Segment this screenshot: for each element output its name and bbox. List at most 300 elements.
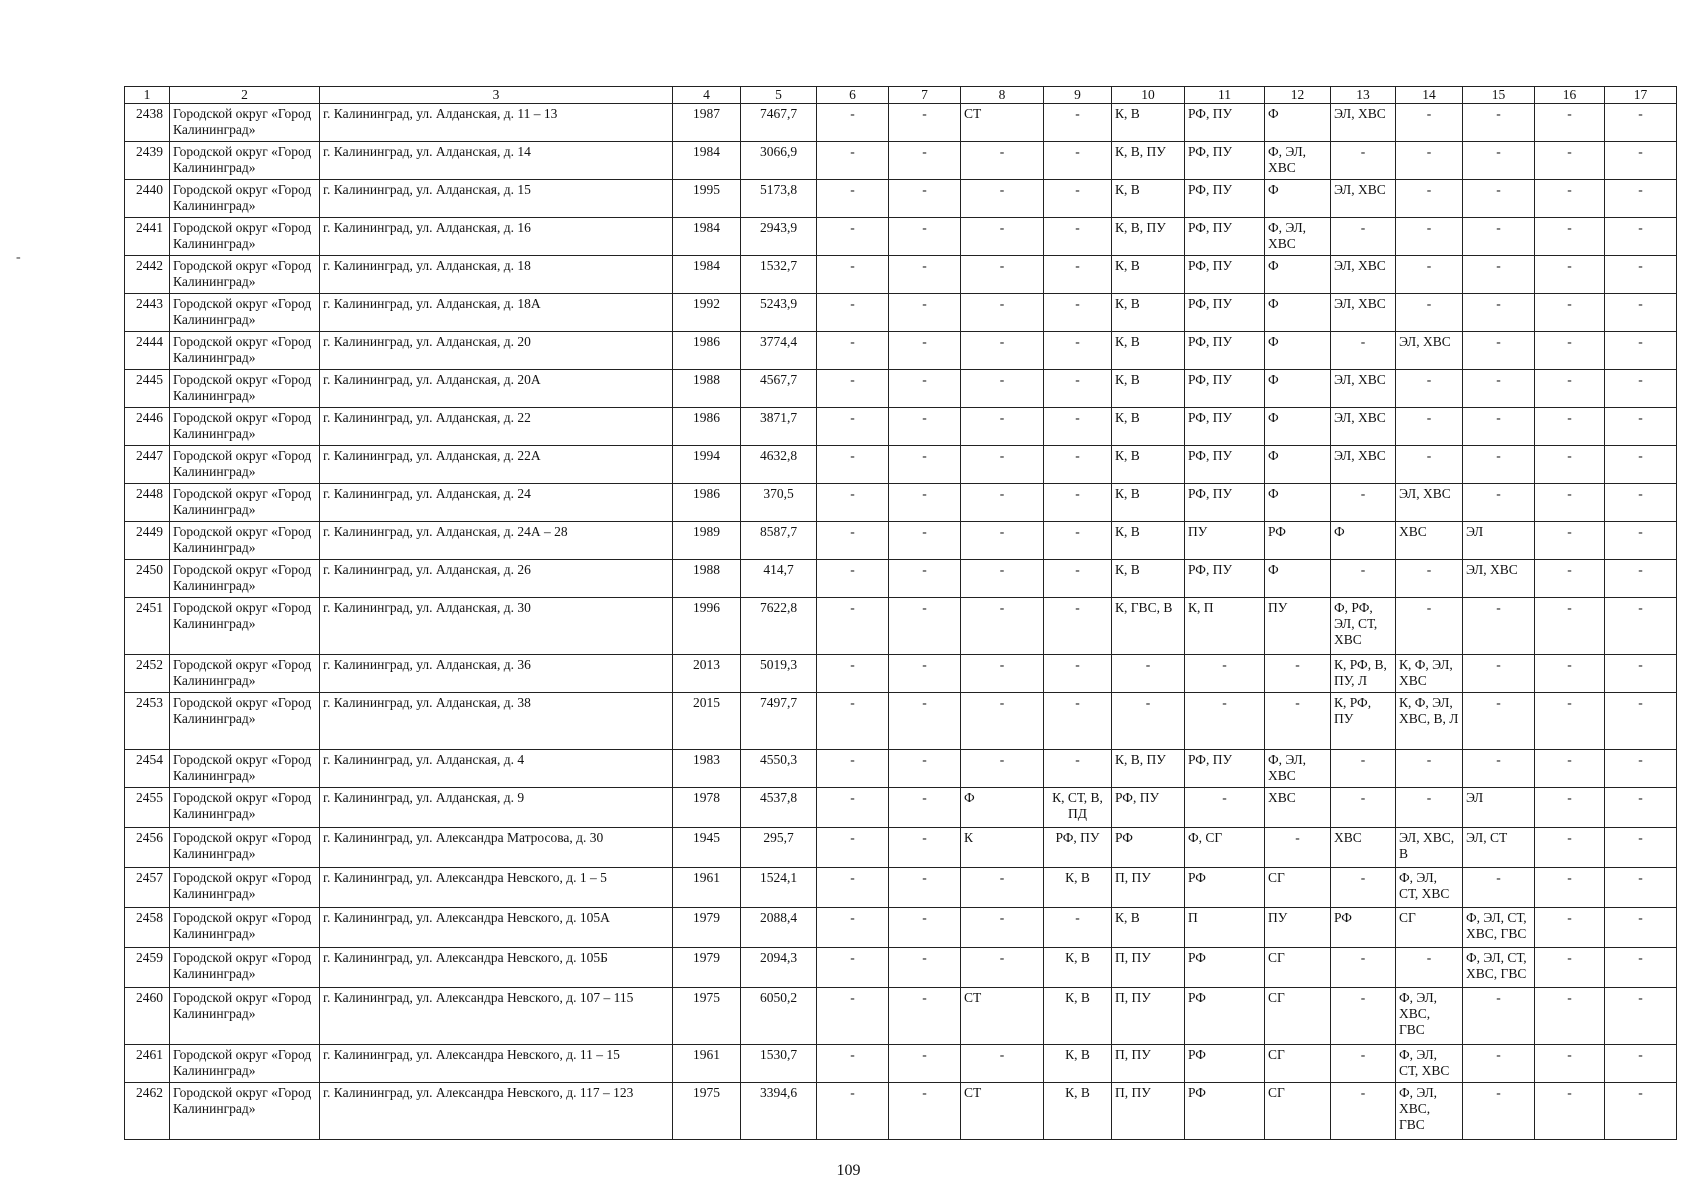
- cell-col-10: К, В: [1112, 370, 1185, 408]
- cell-col-14: Ф, ЭЛ, ХВС, ГВС: [1396, 1083, 1463, 1140]
- cell-col-8: -: [961, 868, 1044, 908]
- cell-col-7: -: [889, 104, 961, 142]
- cell-col-6: -: [817, 370, 889, 408]
- cell-col-13: -: [1331, 560, 1396, 598]
- cell-col-6: -: [817, 256, 889, 294]
- cell-col-5: 5019,3: [741, 655, 817, 693]
- cell-col-5: 1524,1: [741, 868, 817, 908]
- cell-col-10: -: [1112, 693, 1185, 750]
- cell-col-1: 2455: [125, 788, 170, 828]
- cell-col-11: РФ: [1185, 868, 1265, 908]
- cell-col-6: -: [817, 908, 889, 948]
- cell-col-5: 1532,7: [741, 256, 817, 294]
- table-row: [125, 788, 1677, 828]
- cell-col-8: -: [961, 948, 1044, 988]
- cell-col-17: -: [1605, 332, 1677, 370]
- cell-col-5: 3066,9: [741, 142, 817, 180]
- cell-col-3: г. Калининград, ул. Алданская, д. 11 – 13: [320, 104, 673, 142]
- cell-col-7: -: [889, 655, 961, 693]
- cell-col-5: 8587,7: [741, 522, 817, 560]
- cell-col-6: -: [817, 948, 889, 988]
- cell-col-2: Городской округ «Город Калининград»: [170, 1083, 320, 1140]
- cell-col-5: 4550,3: [741, 750, 817, 788]
- cell-col-9: К, В: [1044, 948, 1112, 988]
- cell-col-16: -: [1535, 370, 1605, 408]
- cell-col-15: Ф, ЭЛ, СТ, ХВС, ГВС: [1463, 908, 1535, 948]
- cell-col-15: -: [1463, 104, 1535, 142]
- cell-col-4: 1979: [673, 908, 741, 948]
- cell-col-7: -: [889, 446, 961, 484]
- cell-col-12: -: [1265, 655, 1331, 693]
- cell-col-17: -: [1605, 1083, 1677, 1140]
- cell-col-13: -: [1331, 1083, 1396, 1140]
- cell-col-11: РФ: [1185, 1083, 1265, 1140]
- cell-col-16: -: [1535, 598, 1605, 655]
- cell-col-1: 2448: [125, 484, 170, 522]
- cell-col-4: 1995: [673, 180, 741, 218]
- cell-col-10: К, В: [1112, 256, 1185, 294]
- cell-col-15: Ф, ЭЛ, СТ, ХВС, ГВС: [1463, 948, 1535, 988]
- cell-col-2: Городской округ «Город Калининград»: [170, 484, 320, 522]
- cell-col-7: -: [889, 560, 961, 598]
- cell-col-13: ЭЛ, ХВС: [1331, 408, 1396, 446]
- cell-col-9: К, В: [1044, 988, 1112, 1045]
- cell-col-3: г. Калининград, ул. Александра Невского, д. 1 – 5: [320, 868, 673, 908]
- cell-col-16: -: [1535, 560, 1605, 598]
- cell-col-3: г. Калининград, ул. Алданская, д. 36: [320, 655, 673, 693]
- cell-col-8: -: [961, 693, 1044, 750]
- cell-col-6: -: [817, 180, 889, 218]
- cell-col-13: ЭЛ, ХВС: [1331, 180, 1396, 218]
- cell-col-8: -: [961, 446, 1044, 484]
- column-header-12: 12: [1265, 87, 1331, 104]
- table-row: [125, 180, 1677, 218]
- cell-col-2: Городской округ «Город Калининград»: [170, 788, 320, 828]
- cell-col-4: 1986: [673, 484, 741, 522]
- cell-col-17: -: [1605, 908, 1677, 948]
- cell-col-2: Городской округ «Город Калининград»: [170, 750, 320, 788]
- cell-col-5: 5243,9: [741, 294, 817, 332]
- cell-col-13: -: [1331, 750, 1396, 788]
- cell-col-3: г. Калининград, ул. Алданская, д. 4: [320, 750, 673, 788]
- table-row: [125, 655, 1677, 693]
- cell-col-2: Городской округ «Город Калининград»: [170, 868, 320, 908]
- cell-col-13: ЭЛ, ХВС: [1331, 256, 1396, 294]
- cell-col-1: 2447: [125, 446, 170, 484]
- cell-col-5: 4537,8: [741, 788, 817, 828]
- cell-col-12: СГ: [1265, 1045, 1331, 1083]
- cell-col-1: 2452: [125, 655, 170, 693]
- cell-col-2: Городской округ «Город Калининград»: [170, 446, 320, 484]
- column-header-2: 2: [170, 87, 320, 104]
- cell-col-17: -: [1605, 560, 1677, 598]
- table-row: [125, 104, 1677, 142]
- cell-col-15: -: [1463, 142, 1535, 180]
- cell-col-8: СТ: [961, 1083, 1044, 1140]
- cell-col-10: К, В: [1112, 560, 1185, 598]
- cell-col-12: РФ: [1265, 522, 1331, 560]
- column-header-3: 3: [320, 87, 673, 104]
- cell-col-2: Городской округ «Город Калининград»: [170, 655, 320, 693]
- cell-col-13: РФ: [1331, 908, 1396, 948]
- cell-col-8: К: [961, 828, 1044, 868]
- cell-col-11: РФ, ПУ: [1185, 408, 1265, 446]
- cell-col-5: 1530,7: [741, 1045, 817, 1083]
- cell-col-9: К, В: [1044, 1045, 1112, 1083]
- cell-col-1: 2451: [125, 598, 170, 655]
- cell-col-14: -: [1396, 294, 1463, 332]
- cell-col-14: -: [1396, 370, 1463, 408]
- cell-col-5: 3394,6: [741, 1083, 817, 1140]
- cell-col-10: -: [1112, 655, 1185, 693]
- cell-col-16: -: [1535, 142, 1605, 180]
- cell-col-17: -: [1605, 484, 1677, 522]
- cell-col-11: РФ, ПУ: [1185, 560, 1265, 598]
- cell-col-3: г. Калининград, ул. Алданская, д. 38: [320, 693, 673, 750]
- cell-col-2: Городской округ «Город Калининград»: [170, 408, 320, 446]
- cell-col-2: Городской округ «Город Калининград»: [170, 1045, 320, 1083]
- cell-col-1: 2438: [125, 104, 170, 142]
- cell-col-13: -: [1331, 988, 1396, 1045]
- cell-col-12: Ф: [1265, 484, 1331, 522]
- cell-col-8: -: [961, 1045, 1044, 1083]
- cell-col-4: 1988: [673, 560, 741, 598]
- cell-col-4: 1975: [673, 1083, 741, 1140]
- cell-col-14: -: [1396, 598, 1463, 655]
- cell-col-15: -: [1463, 370, 1535, 408]
- cell-col-3: г. Калининград, ул. Александра Матросова, д. 30: [320, 828, 673, 868]
- cell-col-11: РФ, ПУ: [1185, 104, 1265, 142]
- cell-col-11: ПУ: [1185, 522, 1265, 560]
- cell-col-9: -: [1044, 522, 1112, 560]
- cell-col-14: Ф, ЭЛ, СТ, ХВС: [1396, 1045, 1463, 1083]
- cell-col-10: К, В: [1112, 908, 1185, 948]
- cell-col-17: -: [1605, 294, 1677, 332]
- cell-col-14: ЭЛ, ХВС, В: [1396, 828, 1463, 868]
- cell-col-15: -: [1463, 408, 1535, 446]
- cell-col-17: -: [1605, 750, 1677, 788]
- cell-col-12: Ф: [1265, 446, 1331, 484]
- cell-col-13: ХВС: [1331, 828, 1396, 868]
- cell-col-13: Ф: [1331, 522, 1396, 560]
- table-row: [125, 1083, 1677, 1140]
- cell-col-17: -: [1605, 598, 1677, 655]
- cell-col-14: -: [1396, 788, 1463, 828]
- cell-col-12: -: [1265, 828, 1331, 868]
- cell-col-10: К, В: [1112, 180, 1185, 218]
- cell-col-10: К, В, ПУ: [1112, 142, 1185, 180]
- cell-col-11: -: [1185, 655, 1265, 693]
- cell-col-5: 2943,9: [741, 218, 817, 256]
- cell-col-16: -: [1535, 332, 1605, 370]
- cell-col-2: Городской округ «Город Калининград»: [170, 370, 320, 408]
- cell-col-2: Городской округ «Город Калининград»: [170, 522, 320, 560]
- cell-col-3: г. Калининград, ул. Александра Невского, д. 105Б: [320, 948, 673, 988]
- cell-col-1: 2449: [125, 522, 170, 560]
- cell-col-1: 2456: [125, 828, 170, 868]
- cell-col-12: Ф, ЭЛ, ХВС: [1265, 142, 1331, 180]
- cell-col-9: -: [1044, 104, 1112, 142]
- cell-col-9: К, В: [1044, 868, 1112, 908]
- cell-col-17: -: [1605, 256, 1677, 294]
- cell-col-3: г. Калининград, ул. Алданская, д. 24: [320, 484, 673, 522]
- cell-col-13: -: [1331, 218, 1396, 256]
- column-header-15: 15: [1463, 87, 1535, 104]
- cell-col-13: -: [1331, 948, 1396, 988]
- cell-col-7: -: [889, 408, 961, 446]
- column-header-1: 1: [125, 87, 170, 104]
- cell-col-6: -: [817, 788, 889, 828]
- cell-col-4: 1961: [673, 868, 741, 908]
- cell-col-5: 295,7: [741, 828, 817, 868]
- cell-col-2: Городской округ «Город Калининград»: [170, 908, 320, 948]
- cell-col-15: ЭЛ, ХВС: [1463, 560, 1535, 598]
- cell-col-16: -: [1535, 750, 1605, 788]
- cell-col-10: К, В: [1112, 408, 1185, 446]
- cell-col-6: -: [817, 828, 889, 868]
- cell-col-11: РФ, ПУ: [1185, 370, 1265, 408]
- cell-col-5: 7467,7: [741, 104, 817, 142]
- table-row: [125, 256, 1677, 294]
- table-row: [125, 560, 1677, 598]
- cell-col-11: РФ, ПУ: [1185, 446, 1265, 484]
- cell-col-7: -: [889, 180, 961, 218]
- cell-col-4: 1992: [673, 294, 741, 332]
- cell-col-13: К, РФ, В, ПУ, Л: [1331, 655, 1396, 693]
- cell-col-14: К, Ф, ЭЛ, ХВС: [1396, 655, 1463, 693]
- cell-col-10: К, В, ПУ: [1112, 750, 1185, 788]
- cell-col-15: -: [1463, 256, 1535, 294]
- cell-col-7: -: [889, 693, 961, 750]
- cell-col-10: К, В: [1112, 446, 1185, 484]
- cell-col-4: 1961: [673, 1045, 741, 1083]
- cell-col-10: К, В: [1112, 484, 1185, 522]
- cell-col-16: -: [1535, 484, 1605, 522]
- cell-col-13: ЭЛ, ХВС: [1331, 370, 1396, 408]
- cell-col-15: -: [1463, 693, 1535, 750]
- cell-col-9: К, СТ, В, ПД: [1044, 788, 1112, 828]
- cell-col-3: г. Калининград, ул. Алданская, д. 22: [320, 408, 673, 446]
- cell-col-17: -: [1605, 408, 1677, 446]
- table-row: [125, 484, 1677, 522]
- cell-col-5: 5173,8: [741, 180, 817, 218]
- cell-col-17: -: [1605, 868, 1677, 908]
- cell-col-2: Городской округ «Город Калининград»: [170, 332, 320, 370]
- cell-col-17: -: [1605, 104, 1677, 142]
- cell-col-17: -: [1605, 218, 1677, 256]
- table-row: [125, 598, 1677, 655]
- cell-col-15: -: [1463, 598, 1535, 655]
- cell-col-15: -: [1463, 218, 1535, 256]
- cell-col-11: -: [1185, 788, 1265, 828]
- cell-col-2: Городской округ «Город Калининград»: [170, 104, 320, 142]
- cell-col-4: 1996: [673, 598, 741, 655]
- cell-col-16: -: [1535, 948, 1605, 988]
- table-body: [125, 104, 1677, 1140]
- cell-col-9: -: [1044, 598, 1112, 655]
- cell-col-9: -: [1044, 908, 1112, 948]
- table-row: [125, 370, 1677, 408]
- cell-col-14: -: [1396, 750, 1463, 788]
- cell-col-2: Городской округ «Город Калининград»: [170, 560, 320, 598]
- cell-col-7: -: [889, 484, 961, 522]
- cell-col-10: К, В: [1112, 522, 1185, 560]
- cell-col-8: -: [961, 294, 1044, 332]
- table-row: [125, 908, 1677, 948]
- cell-col-17: -: [1605, 180, 1677, 218]
- cell-col-12: СГ: [1265, 988, 1331, 1045]
- cell-col-4: 1975: [673, 988, 741, 1045]
- cell-col-1: 2457: [125, 868, 170, 908]
- cell-col-7: -: [889, 868, 961, 908]
- cell-col-5: 7497,7: [741, 693, 817, 750]
- cell-col-13: -: [1331, 142, 1396, 180]
- cell-col-16: -: [1535, 522, 1605, 560]
- margin-mark: -: [16, 250, 21, 265]
- cell-col-9: -: [1044, 370, 1112, 408]
- cell-col-15: -: [1463, 1083, 1535, 1140]
- cell-col-6: -: [817, 294, 889, 332]
- cell-col-3: г. Калининград, ул. Алданская, д. 30: [320, 598, 673, 655]
- cell-col-11: РФ, ПУ: [1185, 750, 1265, 788]
- cell-col-12: Ф: [1265, 332, 1331, 370]
- cell-col-4: 1983: [673, 750, 741, 788]
- column-header-13: 13: [1331, 87, 1396, 104]
- table-row: [125, 446, 1677, 484]
- cell-col-16: -: [1535, 788, 1605, 828]
- cell-col-5: 3871,7: [741, 408, 817, 446]
- cell-col-17: -: [1605, 522, 1677, 560]
- cell-col-12: Ф: [1265, 560, 1331, 598]
- cell-col-12: Ф: [1265, 370, 1331, 408]
- cell-col-16: -: [1535, 180, 1605, 218]
- cell-col-6: -: [817, 988, 889, 1045]
- column-header-8: 8: [961, 87, 1044, 104]
- cell-col-8: -: [961, 370, 1044, 408]
- cell-col-10: К, В: [1112, 332, 1185, 370]
- table-row: [125, 1045, 1677, 1083]
- cell-col-1: 2460: [125, 988, 170, 1045]
- cell-col-6: -: [817, 142, 889, 180]
- cell-col-2: Городской округ «Город Калининград»: [170, 948, 320, 988]
- cell-col-16: -: [1535, 1083, 1605, 1140]
- cell-col-16: -: [1535, 446, 1605, 484]
- cell-col-6: -: [817, 104, 889, 142]
- cell-col-6: -: [817, 446, 889, 484]
- cell-col-4: 1979: [673, 948, 741, 988]
- cell-col-7: -: [889, 828, 961, 868]
- cell-col-9: -: [1044, 294, 1112, 332]
- cell-col-1: 2442: [125, 256, 170, 294]
- cell-col-15: -: [1463, 446, 1535, 484]
- cell-col-8: -: [961, 750, 1044, 788]
- cell-col-8: -: [961, 484, 1044, 522]
- cell-col-1: 2443: [125, 294, 170, 332]
- cell-col-9: -: [1044, 408, 1112, 446]
- cell-col-2: Городской округ «Город Калининград»: [170, 142, 320, 180]
- table-row: [125, 988, 1677, 1045]
- table-row: [125, 750, 1677, 788]
- cell-col-13: Ф, РФ, ЭЛ, СТ, ХВС: [1331, 598, 1396, 655]
- cell-col-6: -: [817, 1083, 889, 1140]
- cell-col-1: 2458: [125, 908, 170, 948]
- cell-col-5: 3774,4: [741, 332, 817, 370]
- table-row: [125, 294, 1677, 332]
- cell-col-5: 2094,3: [741, 948, 817, 988]
- cell-col-14: -: [1396, 180, 1463, 218]
- cell-col-8: -: [961, 560, 1044, 598]
- cell-col-8: -: [961, 408, 1044, 446]
- cell-col-1: 2450: [125, 560, 170, 598]
- column-header-10: 10: [1112, 87, 1185, 104]
- cell-col-11: РФ, ПУ: [1185, 180, 1265, 218]
- cell-col-4: 1986: [673, 332, 741, 370]
- cell-col-10: П, ПУ: [1112, 948, 1185, 988]
- cell-col-4: 1987: [673, 104, 741, 142]
- cell-col-8: -: [961, 655, 1044, 693]
- cell-col-17: -: [1605, 655, 1677, 693]
- cell-col-2: Городской округ «Город Калининград»: [170, 693, 320, 750]
- cell-col-5: 2088,4: [741, 908, 817, 948]
- cell-col-9: -: [1044, 332, 1112, 370]
- register-table-wrapper: [124, 86, 1676, 1140]
- cell-col-1: 2440: [125, 180, 170, 218]
- cell-col-15: ЭЛ, СТ: [1463, 828, 1535, 868]
- cell-col-16: -: [1535, 294, 1605, 332]
- cell-col-6: -: [817, 693, 889, 750]
- cell-col-3: г. Калининград, ул. Алданская, д. 20: [320, 332, 673, 370]
- cell-col-7: -: [889, 370, 961, 408]
- cell-col-14: СГ: [1396, 908, 1463, 948]
- cell-col-12: Ф: [1265, 180, 1331, 218]
- cell-col-17: -: [1605, 693, 1677, 750]
- cell-col-9: -: [1044, 218, 1112, 256]
- cell-col-4: 1984: [673, 256, 741, 294]
- cell-col-5: 4632,8: [741, 446, 817, 484]
- cell-col-3: г. Калининград, ул. Алданская, д. 18А: [320, 294, 673, 332]
- cell-col-1: 2444: [125, 332, 170, 370]
- table-row: [125, 218, 1677, 256]
- cell-col-7: -: [889, 750, 961, 788]
- cell-col-1: 2454: [125, 750, 170, 788]
- cell-col-6: -: [817, 408, 889, 446]
- cell-col-15: -: [1463, 988, 1535, 1045]
- cell-col-2: Городской округ «Город Калининград»: [170, 988, 320, 1045]
- cell-col-7: -: [889, 908, 961, 948]
- cell-col-14: ЭЛ, ХВС: [1396, 484, 1463, 522]
- cell-col-16: -: [1535, 828, 1605, 868]
- cell-col-14: -: [1396, 948, 1463, 988]
- cell-col-13: К, РФ, ПУ: [1331, 693, 1396, 750]
- cell-col-11: -: [1185, 693, 1265, 750]
- cell-col-16: -: [1535, 256, 1605, 294]
- cell-col-13: ЭЛ, ХВС: [1331, 104, 1396, 142]
- cell-col-8: СТ: [961, 988, 1044, 1045]
- cell-col-11: РФ, ПУ: [1185, 484, 1265, 522]
- cell-col-12: ПУ: [1265, 908, 1331, 948]
- cell-col-15: -: [1463, 332, 1535, 370]
- cell-col-12: ХВС: [1265, 788, 1331, 828]
- cell-col-4: 1988: [673, 370, 741, 408]
- cell-col-3: г. Калининград, ул. Алданская, д. 15: [320, 180, 673, 218]
- cell-col-10: К, В: [1112, 294, 1185, 332]
- cell-col-3: г. Калининград, ул. Александра Невского, д. 105А: [320, 908, 673, 948]
- cell-col-14: -: [1396, 142, 1463, 180]
- cell-col-11: К, П: [1185, 598, 1265, 655]
- cell-col-6: -: [817, 868, 889, 908]
- cell-col-6: -: [817, 560, 889, 598]
- cell-col-13: -: [1331, 868, 1396, 908]
